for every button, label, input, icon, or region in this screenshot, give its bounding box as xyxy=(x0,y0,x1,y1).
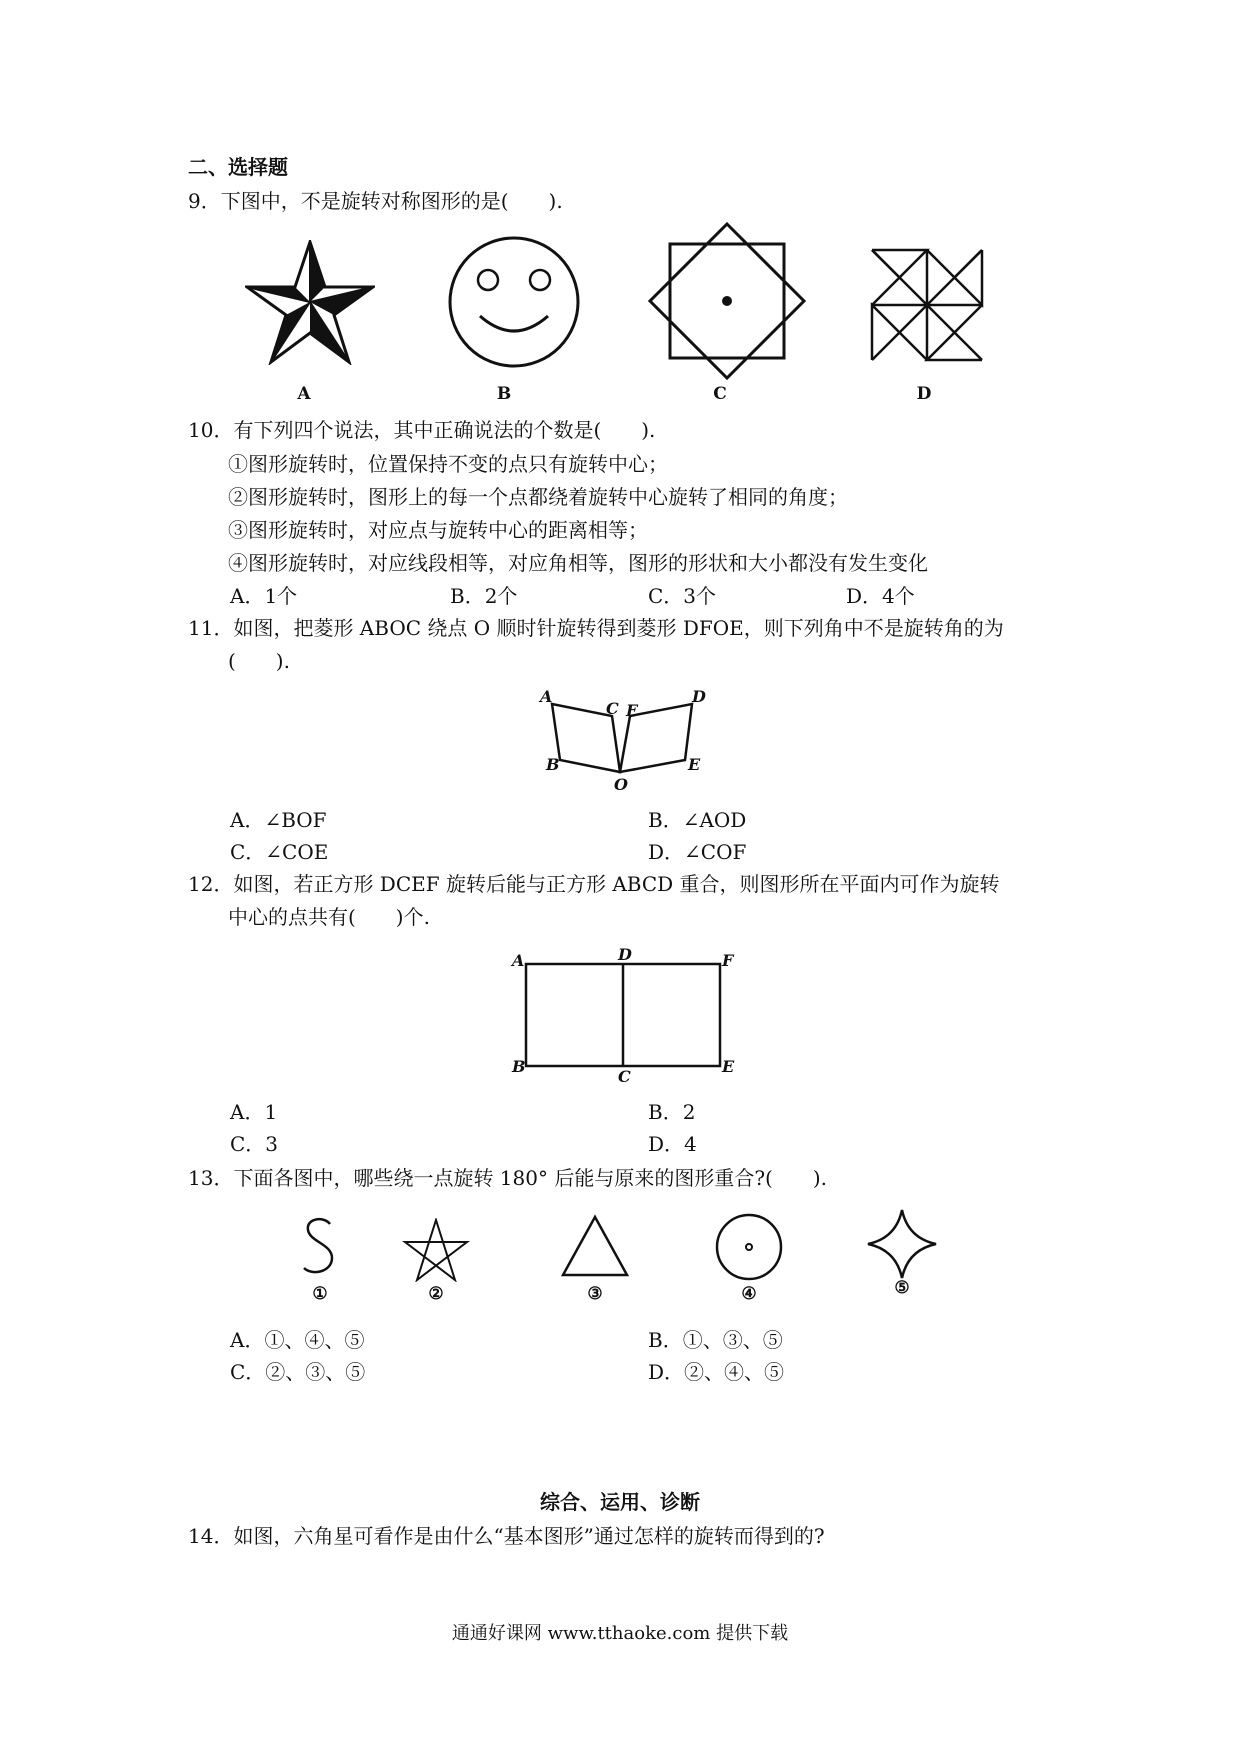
pinwheel-figure-d xyxy=(870,248,984,362)
question-12-stem-line2: 中心的点共有( )个. xyxy=(228,905,430,929)
smiley-figure-b xyxy=(446,234,582,370)
four-point-star-figure-5 xyxy=(866,1208,938,1280)
statement-1: ①图形旋转时，位置保持不变的点只有旋转中心； xyxy=(228,452,668,476)
option-a: A．1个 xyxy=(230,584,298,608)
pentagram-figure-2 xyxy=(402,1218,470,1282)
rhombus-rotation-figure xyxy=(530,684,710,794)
figure-label-c: C xyxy=(713,384,727,404)
s-shape-figure-1 xyxy=(296,1214,344,1278)
statement-2: ②图形旋转时，图形上的每一个点都绕着旋转中心旋转了相同的角度； xyxy=(228,485,848,509)
option-b: B．2个 xyxy=(450,584,518,608)
option-d: D．4个 xyxy=(846,584,915,608)
point-a-label: A xyxy=(512,951,525,970)
statement-3: ③图形旋转时，对应点与旋转中心的距离相等； xyxy=(228,518,648,542)
option-a: A．1 xyxy=(230,1100,278,1124)
option-b: B．2 xyxy=(648,1100,696,1124)
circle-figure-4 xyxy=(714,1212,784,1282)
point-b-label: B xyxy=(546,755,560,774)
figure-label-b: B xyxy=(496,384,512,404)
figure-label-3: ③ xyxy=(587,1284,603,1304)
option-d: D．4 xyxy=(648,1132,697,1156)
option-c: C．3 xyxy=(230,1132,279,1156)
point-f-label: F xyxy=(722,951,734,970)
squares-figure-c xyxy=(648,222,806,380)
point-e-label: E xyxy=(688,755,701,774)
point-b-label: B xyxy=(512,1057,526,1076)
option-d: D．∠COF xyxy=(648,840,747,864)
option-c: C．3个 xyxy=(648,584,717,608)
figure-label-d: D xyxy=(916,384,932,404)
figure-label-2: ② xyxy=(428,1284,444,1304)
point-c-label: C xyxy=(606,699,619,718)
section-heading: 综合、运用、诊断 xyxy=(540,1490,700,1514)
option-d: D．②、④、⑤ xyxy=(648,1360,785,1384)
question-11-stem-line1: 11．如图，把菱形 ABOC 绕点 O 顺时针旋转得到菱形 DFOE，则下列角中不是旋转角的为 xyxy=(188,616,1004,640)
option-a: A．①、④、⑤ xyxy=(230,1328,365,1352)
option-c: C．②、③、⑤ xyxy=(230,1360,366,1384)
point-o-label: O xyxy=(614,775,628,794)
point-d-label: D xyxy=(692,687,706,706)
option-b: B．∠AOD xyxy=(648,808,747,832)
figure-label-1: ① xyxy=(312,1284,328,1304)
point-d-label: D xyxy=(618,945,632,964)
statement-4: ④图形旋转时，对应线段相等，对应角相等，图形的形状和大小都没有发生变化 xyxy=(228,551,928,575)
figure-label-a: A xyxy=(297,384,311,404)
question-14-stem: 14．如图，六角星可看作是由什么“基本图形”通过怎样的旋转而得到的? xyxy=(188,1524,825,1548)
option-a: A．∠BOF xyxy=(230,808,327,832)
point-c-label: C xyxy=(618,1067,631,1084)
question-12-stem-line1: 12．如图，若正方形 DCEF 旋转后能与正方形 ABCD 重合，则图形所在平面内可作为旋转 xyxy=(188,872,1000,896)
question-9-stem: 9．下图中，不是旋转对称图形的是( ). xyxy=(188,189,563,213)
section-heading: 二、选择题 xyxy=(188,155,288,179)
question-13-stem: 13．下面各图中，哪些绕一点旋转 180° 后能与原来的图形重合?( ). xyxy=(188,1166,828,1190)
two-squares-figure xyxy=(506,944,738,1084)
page-footer: 通通好课网 www.tthaoke.com 提供下载 xyxy=(451,1623,789,1644)
point-a-label: A xyxy=(540,687,553,706)
question-11-stem-line2: ( ). xyxy=(228,649,290,673)
star-figure-a xyxy=(245,240,375,365)
figure-label-4: ④ xyxy=(741,1284,757,1304)
point-e-label: E xyxy=(722,1057,735,1076)
option-c: C．∠COE xyxy=(230,840,329,864)
triangle-figure-3 xyxy=(560,1214,630,1278)
option-b: B．①、③、⑤ xyxy=(648,1328,783,1352)
question-10-stem: 10．有下列四个说法，其中正确说法的个数是( ). xyxy=(188,418,656,442)
point-f-label: F xyxy=(626,701,638,720)
figure-label-5: ⑤ xyxy=(894,1278,910,1298)
